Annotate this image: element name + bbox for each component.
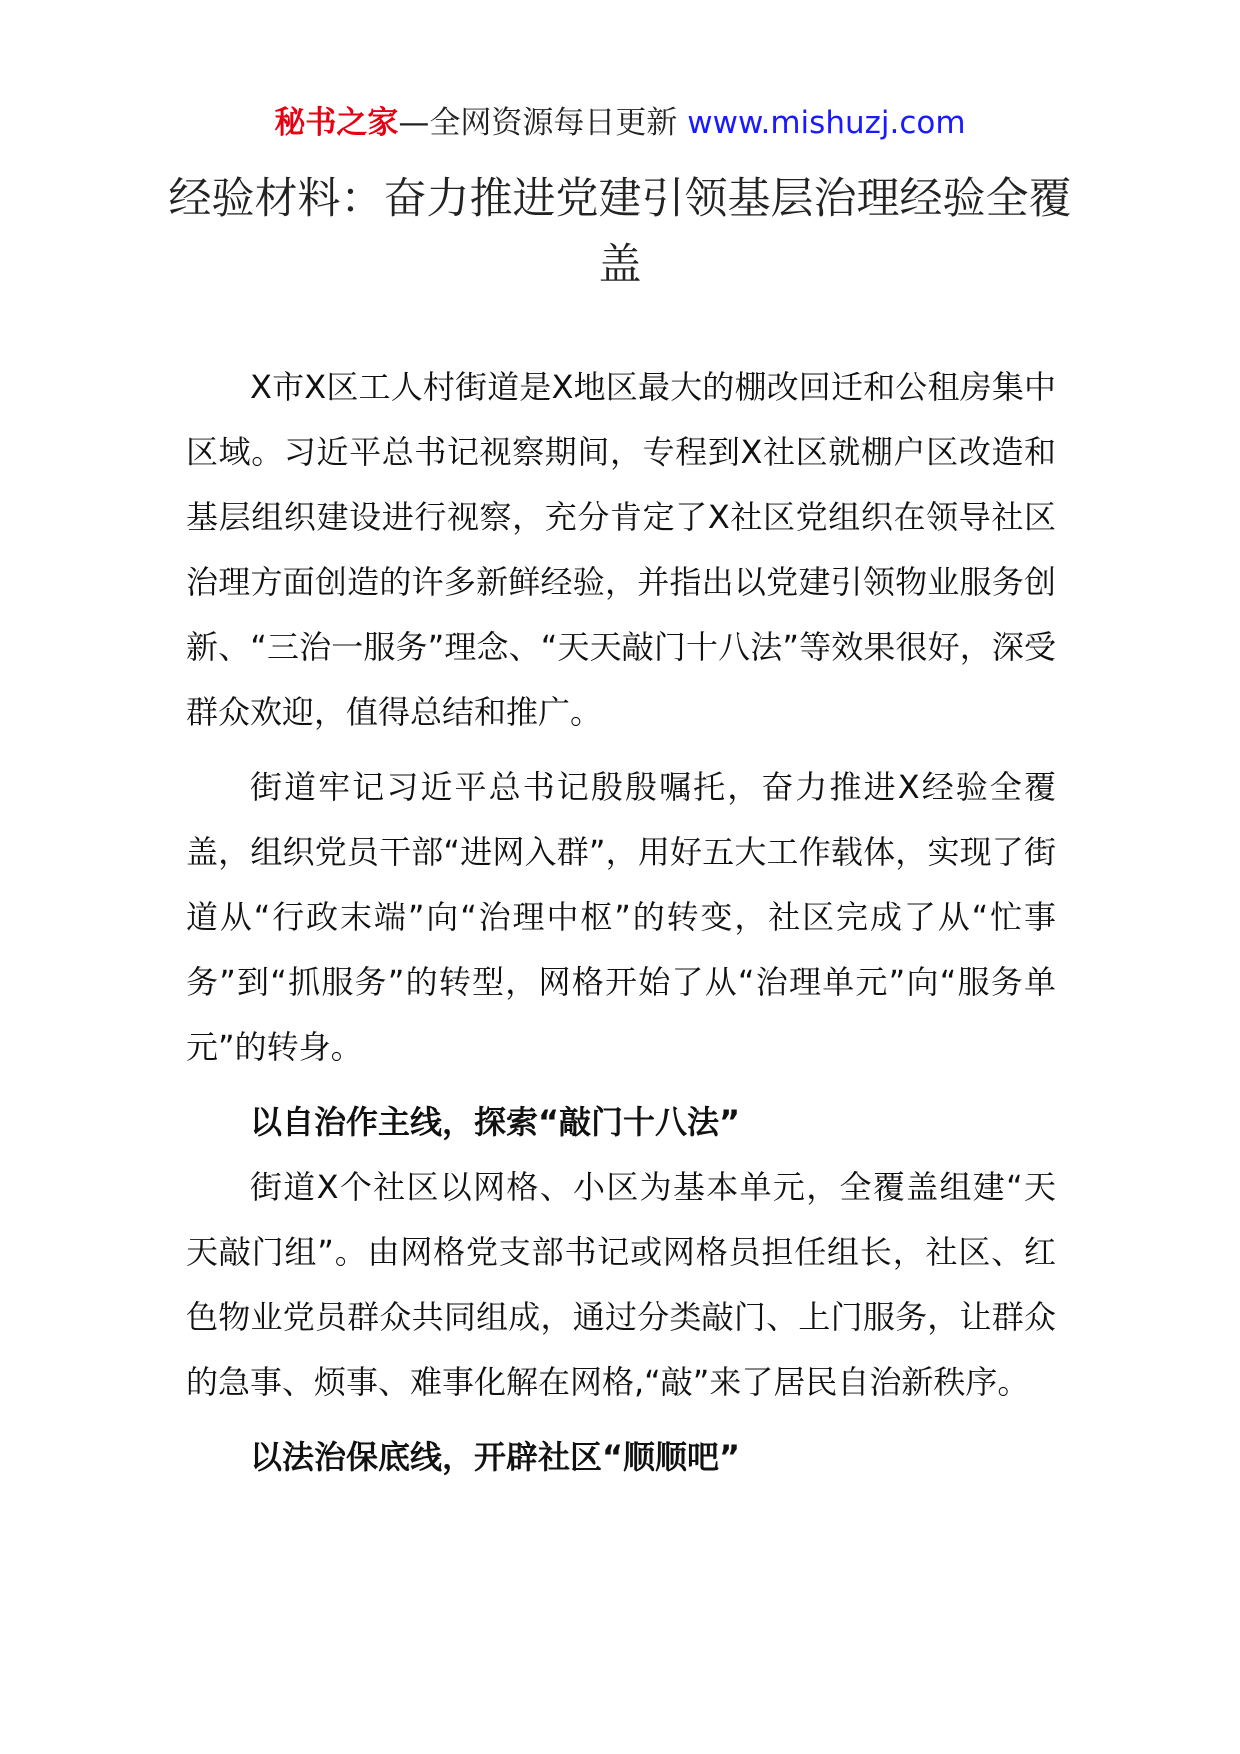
paragraph: 街道牢记习近平总书记殷殷嘱托，奋力推进X经验全覆盖，组织党员干部“进网入群”，用好五大工作载体，实现了街道从“行政末端”向“治理中枢”的转变，社区完成了从“忙事务”到“抓服务”的转型，网格开始了从“治理单元”向“服务单元”的转身。 bbox=[186, 768, 1056, 1066]
paragraph: 街道X个社区以网格、小区为基本单元，全覆盖组建“天天敲门组”。由网格党支部书记或网格员担任组长，社区、红色物业党员群众共同组成，通过分类敲门、上门服务，让群众的急事、烦事、难事化解在网格,“敲”来了居民自治新秩序。 bbox=[186, 1168, 1056, 1401]
section-heading: 以自治作主线，探索“敲门十八法” bbox=[250, 1103, 741, 1141]
document-title: 经验材料：奋力推进党建引领基层治理经验全覆盖 bbox=[168, 174, 1072, 290]
site-slogan: —全网资源每日更新 bbox=[398, 105, 688, 141]
site-url-link[interactable]: www.mishuzj.com bbox=[687, 105, 966, 141]
site-brand: 秘书之家 bbox=[274, 105, 399, 141]
paragraph: X市X区工人村街道是X地区最大的棚改回迁和公租房集中区域。习近平总书记视察期间，专程到X社区就棚户区改造和基层组织建设进行视察，充分肯定了X社区党组织在领导社区治理方面创造的许多新鲜经验，并指出以党建引领物业服务创新、“三治一服务”理念、“天天敲门十八法”等效果很好，深受群众欢迎，值得总结和推广。 bbox=[186, 368, 1056, 731]
section-heading: 以法治保底线，开辟社区“顺顺吧” bbox=[250, 1438, 741, 1476]
document-body bbox=[186, 355, 1056, 1490]
site-header bbox=[0, 98, 1240, 148]
